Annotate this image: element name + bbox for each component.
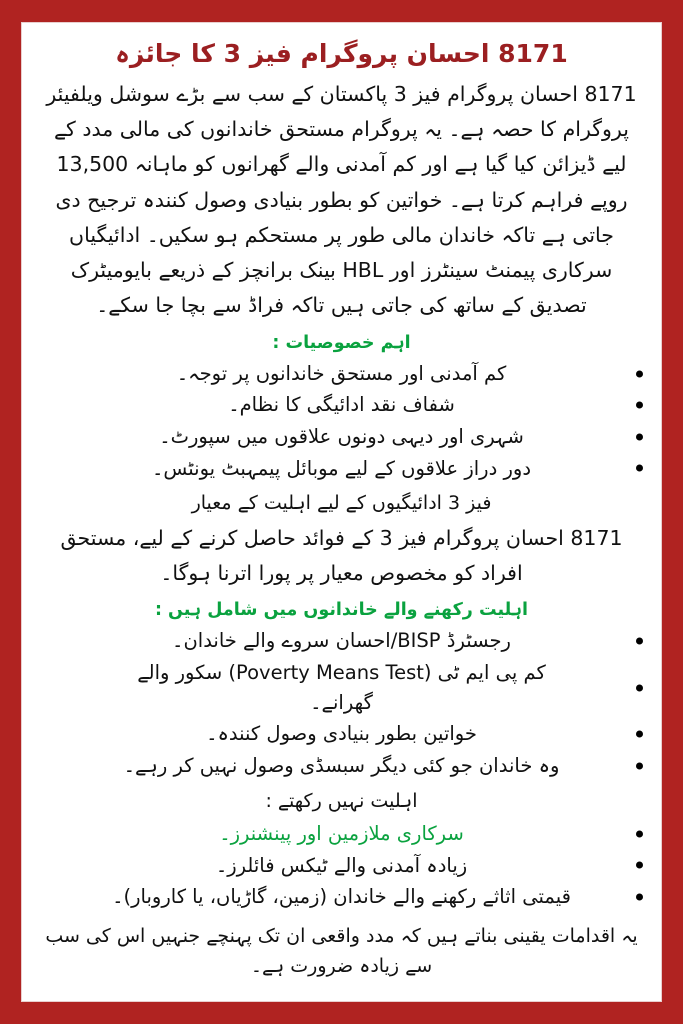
list-item: [38, 625, 645, 657]
intro-paragraph: 8171 احسان پروگرام فیز 3 پاکستان کے سب سے بڑے سوشل ویلفیئر پروگرام کا حصہ ہے۔ یہ پروگرام مستحق خاندانوں کی مالی مدد کے لیے ڈیزائن کیا گیا ہے اور کم آمدنی والے گھرانوں کو ماہانہ 13,500 روپے فراہم کرتا ہے۔ خواتین کو بطور بنیادی وصول کنندہ ترجیح دی جاتی ہے تاکہ خاندان مالی طور پر مستحکم ہو سکیں۔ ادائیگیاں سرکاری پیمنٹ سینٹرز اور HBL بینک برانچز کے ذریعے بایومیٹرک تصدیق کے ساتھ کی جاتی ہیں تاکہ فراڈ سے بچا جا سکے۔: [46, 81, 637, 318]
features-list: [38, 358, 645, 485]
bullet-dot-icon: [636, 402, 643, 409]
bullet-dot-icon: [636, 731, 643, 738]
bullet-dot-icon: [636, 370, 643, 377]
criteria-paragraph: 8171 احسان پروگرام فیز 3 کے فوائد حاصل کرنے کے لیے، مستحق افراد کو مخصوص معیار پر پورا اترنا ہوگا۔: [60, 525, 623, 585]
list-item-label: وہ خاندان جو کئی دیگر سبسڈی وصول نہیں کر رہے۔: [123, 753, 560, 777]
bullet-dot-icon: [636, 684, 643, 691]
list-item: [38, 818, 645, 850]
list-item: [38, 421, 645, 453]
ineligible-heading: اہلیت نہیں رکھتے :: [265, 789, 418, 812]
bullet-dot-icon: [636, 433, 643, 440]
list-item-label: کم آمدنی اور مستحق خاندانوں پر توجہ۔: [176, 361, 507, 385]
list-item: [38, 389, 645, 421]
bullet-dot-icon: [636, 830, 643, 837]
bullet-dot-icon: [636, 862, 643, 869]
bullet-dot-icon: [636, 893, 643, 900]
list-item-label: قیمتی اثاثے رکھنے والے خاندان (زمین، گاڑیاں، یا کاروبار)۔: [112, 885, 571, 909]
list-item-label: شفاف نقد ادائیگی کا نظام۔: [228, 393, 455, 417]
list-item: [38, 718, 645, 750]
eligible-list: [38, 625, 645, 781]
list-item: [38, 850, 645, 882]
ineligible-list: [38, 818, 645, 913]
bullet-dot-icon: [636, 638, 643, 645]
criteria-heading: فیز 3 ادائیگیوں کے لیے اہلیت کے معیار: [191, 492, 492, 515]
eligible-heading: اہلیت رکھنے والے خاندانوں میں شامل ہیں :: [154, 600, 529, 621]
page-title: 8171 احسان پروگرام فیز 3 کا جائزہ: [115, 39, 568, 68]
list-item: [38, 453, 645, 485]
list-item-label: کم پی ایم ٹی (Poverty Means Test) سکور والے گھرانے۔: [137, 661, 546, 714]
list-item-label: زیادہ آمدنی والے ٹیکس فائلرز۔: [215, 853, 468, 877]
features-heading: اہم خصوصیات :: [272, 332, 411, 353]
bullet-dot-icon: [636, 762, 643, 769]
list-item-label: خواتین بطور بنیادی وصول کنندہ۔: [206, 722, 477, 746]
bullet-dot-icon: [636, 465, 643, 472]
list-item: [38, 881, 645, 913]
list-item-label: دور دراز علاقوں کے لیے موبائل پیمہبٹ یونٹس۔: [151, 456, 531, 480]
list-item-label: شہری اور دیہی دونوں علاقوں میں سپورٹ۔: [159, 425, 524, 448]
list-item: [38, 358, 645, 390]
list-item-label: سرکاری ملازمین اور پینشنرز۔: [219, 821, 464, 845]
list-item: [38, 657, 645, 718]
document-sheet: [21, 22, 662, 1002]
list-item-label: رجسٹرڈ BISP/احسان سروے والے خاندان۔: [172, 629, 511, 653]
list-item: [38, 750, 645, 782]
closing-paragraph: یہ اقدامات یقینی بناتے ہیں کہ مدد واقعی ان تک پہنچے جنہیں اس کی سب سے زیادہ ضرورت ہے۔: [45, 924, 638, 978]
